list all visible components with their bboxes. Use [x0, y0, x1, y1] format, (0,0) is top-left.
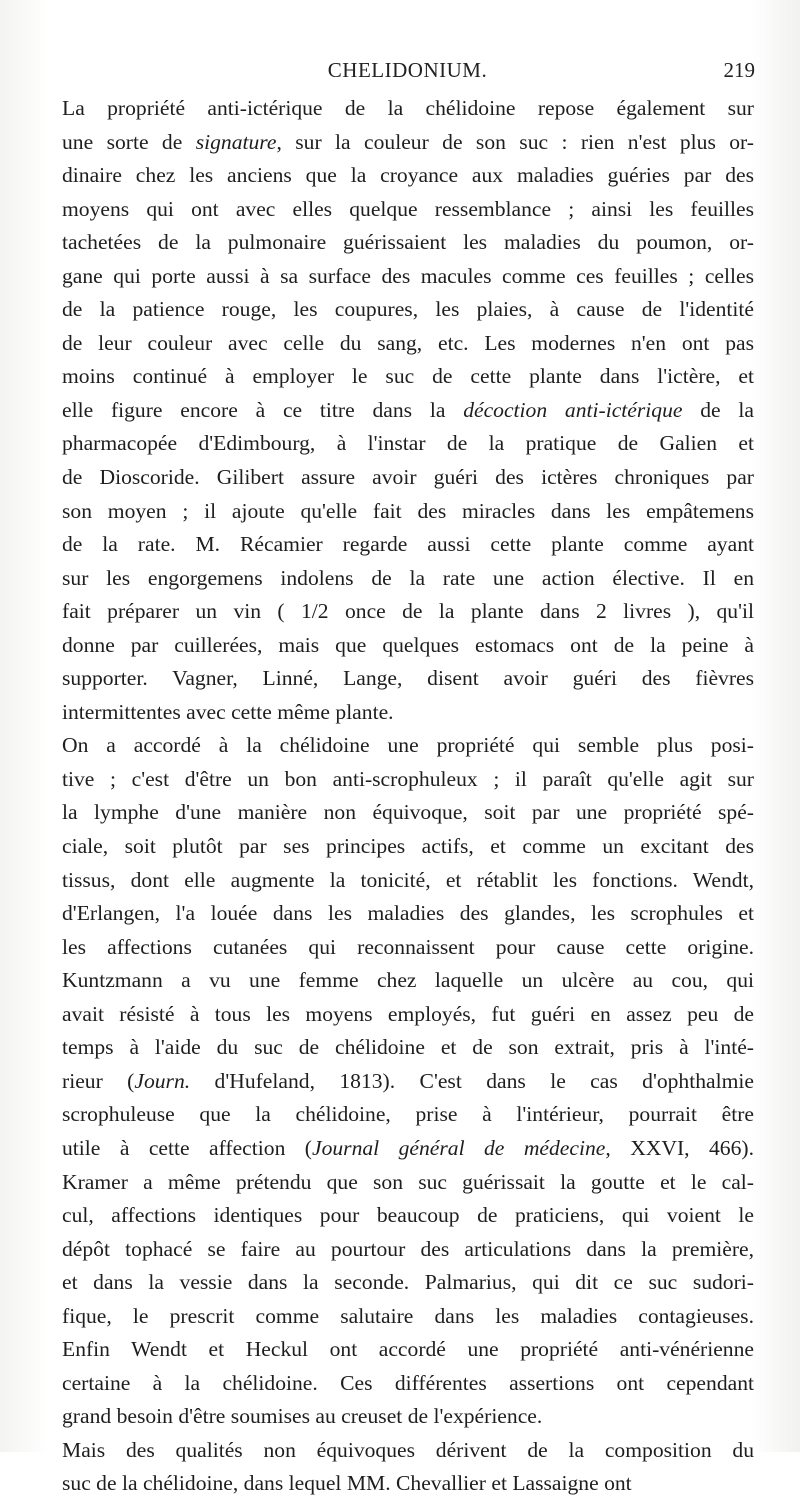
text-line: de Dioscoride. Gilibert assure avoir guéri des ictères chroniques par	[62, 465, 754, 490]
text-line: fique, le prescrit comme salutaire dans les maladies contagieuses.	[62, 1303, 754, 1328]
text-line: utile à cette affection (Journal général de médecine, XXVI, 466).	[62, 1135, 754, 1160]
text-line: La propriété anti-ictérique de la chélidoine repose également sur	[62, 96, 754, 120]
text-line: gane qui porte aussi à sa surface des macules comme ces feuilles ; celles	[62, 263, 754, 288]
paragraph	[62, 92, 754, 729]
text-line: de la patience rouge, les coupures, les plaies, à cause de l'identité	[62, 297, 754, 322]
body-text	[62, 92, 754, 1501]
text-line: de leur couleur avec celle du sang, etc. Les modernes n'en ont pas	[62, 330, 754, 355]
text-line: pharmacopée d'Edimbourg, à l'instar de la pratique de Galien et	[62, 431, 754, 456]
text-line: avait résisté à tous les moyens employés, fut guéri en assez peu de	[62, 1001, 754, 1026]
text-line: elle figure encore à ce titre dans la décoction anti-ictérique de la	[62, 397, 754, 422]
page-number: 219	[723, 58, 755, 82]
text-line: sur les engorgemens indolens de la rate une action élective. Il en	[62, 565, 754, 590]
text-line: rieur (Journ. d'Hufeland, 1813). C'est dans le cas d'ophthalmie	[62, 1068, 754, 1093]
text-line: son moyen ; il ajoute qu'elle fait des miracles dans les empâtemens	[62, 498, 754, 523]
text-line: suc de la chélidoine, dans lequel MM. Chevallier et Lassaigne ont	[62, 1471, 632, 1496]
paragraph	[62, 1434, 754, 1501]
text-line: une sorte de signature, sur la couleur de son suc : rien n'est plus or-	[62, 129, 754, 154]
text-line: la lymphe d'une manière non équivoque, soit par une propriété spé-	[62, 800, 754, 825]
text-line: cul, affections identiques pour beaucoup de praticiens, qui voient le	[62, 1203, 754, 1228]
text-line: moyens qui ont avec elles quelque ressemblance ; ainsi les feuilles	[62, 196, 754, 221]
text-line: fait préparer un vin ( 1/2 once de la plante dans 2 livres ), qu'il	[62, 599, 754, 624]
text-line: Kuntzmann a vu une femme chez laquelle un ulcère au cou, qui	[62, 968, 754, 993]
running-head: CHELIDONIUM.	[327, 58, 488, 82]
text-line: moins continué à employer le suc de cette plante dans l'ictère, et	[62, 364, 754, 389]
text-line: grand besoin d'être soumises au creuset de l'expérience.	[62, 1404, 543, 1429]
text-line: Kramer a même prétendu que son suc guérissait la goutte et le cal-	[62, 1169, 754, 1194]
text-line: scrophuleuse que la chélidoine, prise à l'intérieur, pourrait être	[62, 1102, 754, 1127]
text-line: supporter. Vagner, Linné, Lange, disent avoir guéri des fièvres	[62, 666, 754, 691]
text-line: temps à l'aide du suc de chélidoine et de son extrait, pris à l'inté-	[62, 1035, 754, 1060]
text-line: certaine à la chélidoine. Ces différentes assertions ont cependant	[62, 1370, 754, 1395]
text-line: intermittentes avec cette même plante.	[62, 699, 394, 724]
text-line: de la rate. M. Récamier regarde aussi cette plante comme ayant	[62, 532, 754, 557]
text-line: dinaire chez les anciens que la croyance aux maladies guéries par des	[62, 163, 754, 188]
text-line: les affections cutanées qui reconnaissent pour cause cette origine.	[62, 934, 754, 959]
text-line: ciale, soit plutôt par ses principes actifs, et comme un excitant des	[62, 834, 754, 859]
page-header	[60, 58, 755, 88]
text-line: donne par cuillerées, mais que quelques estomacs ont de la peine à	[62, 632, 754, 657]
text-line: et dans la vessie dans la seconde. Palmarius, qui dit ce suc sudori-	[62, 1270, 754, 1295]
paragraph	[62, 729, 754, 1433]
text-line: Mais des qualités non équivoques dérivent de la composition du	[62, 1437, 754, 1462]
text-line: tive ; c'est d'être un bon anti-scrophuleux ; il paraît qu'elle agit sur	[62, 766, 754, 791]
text-line: tachetées de la pulmonaire guérissaient les maladies du poumon, or-	[62, 230, 754, 255]
text-line: tissus, dont elle augmente la tonicité, et rétablit les fonctions. Wendt,	[62, 867, 754, 892]
text-line: On a accordé à la chélidoine une propriété qui semble plus posi-	[62, 733, 754, 758]
text-line: Enfin Wendt et Heckul ont accordé une propriété anti-vénérienne	[62, 1337, 754, 1362]
text-line: dépôt tophacé se faire au pourtour des articulations dans la première,	[62, 1236, 754, 1261]
text-line: d'Erlangen, l'a louée dans les maladies des glandes, les scrophules et	[62, 901, 754, 926]
